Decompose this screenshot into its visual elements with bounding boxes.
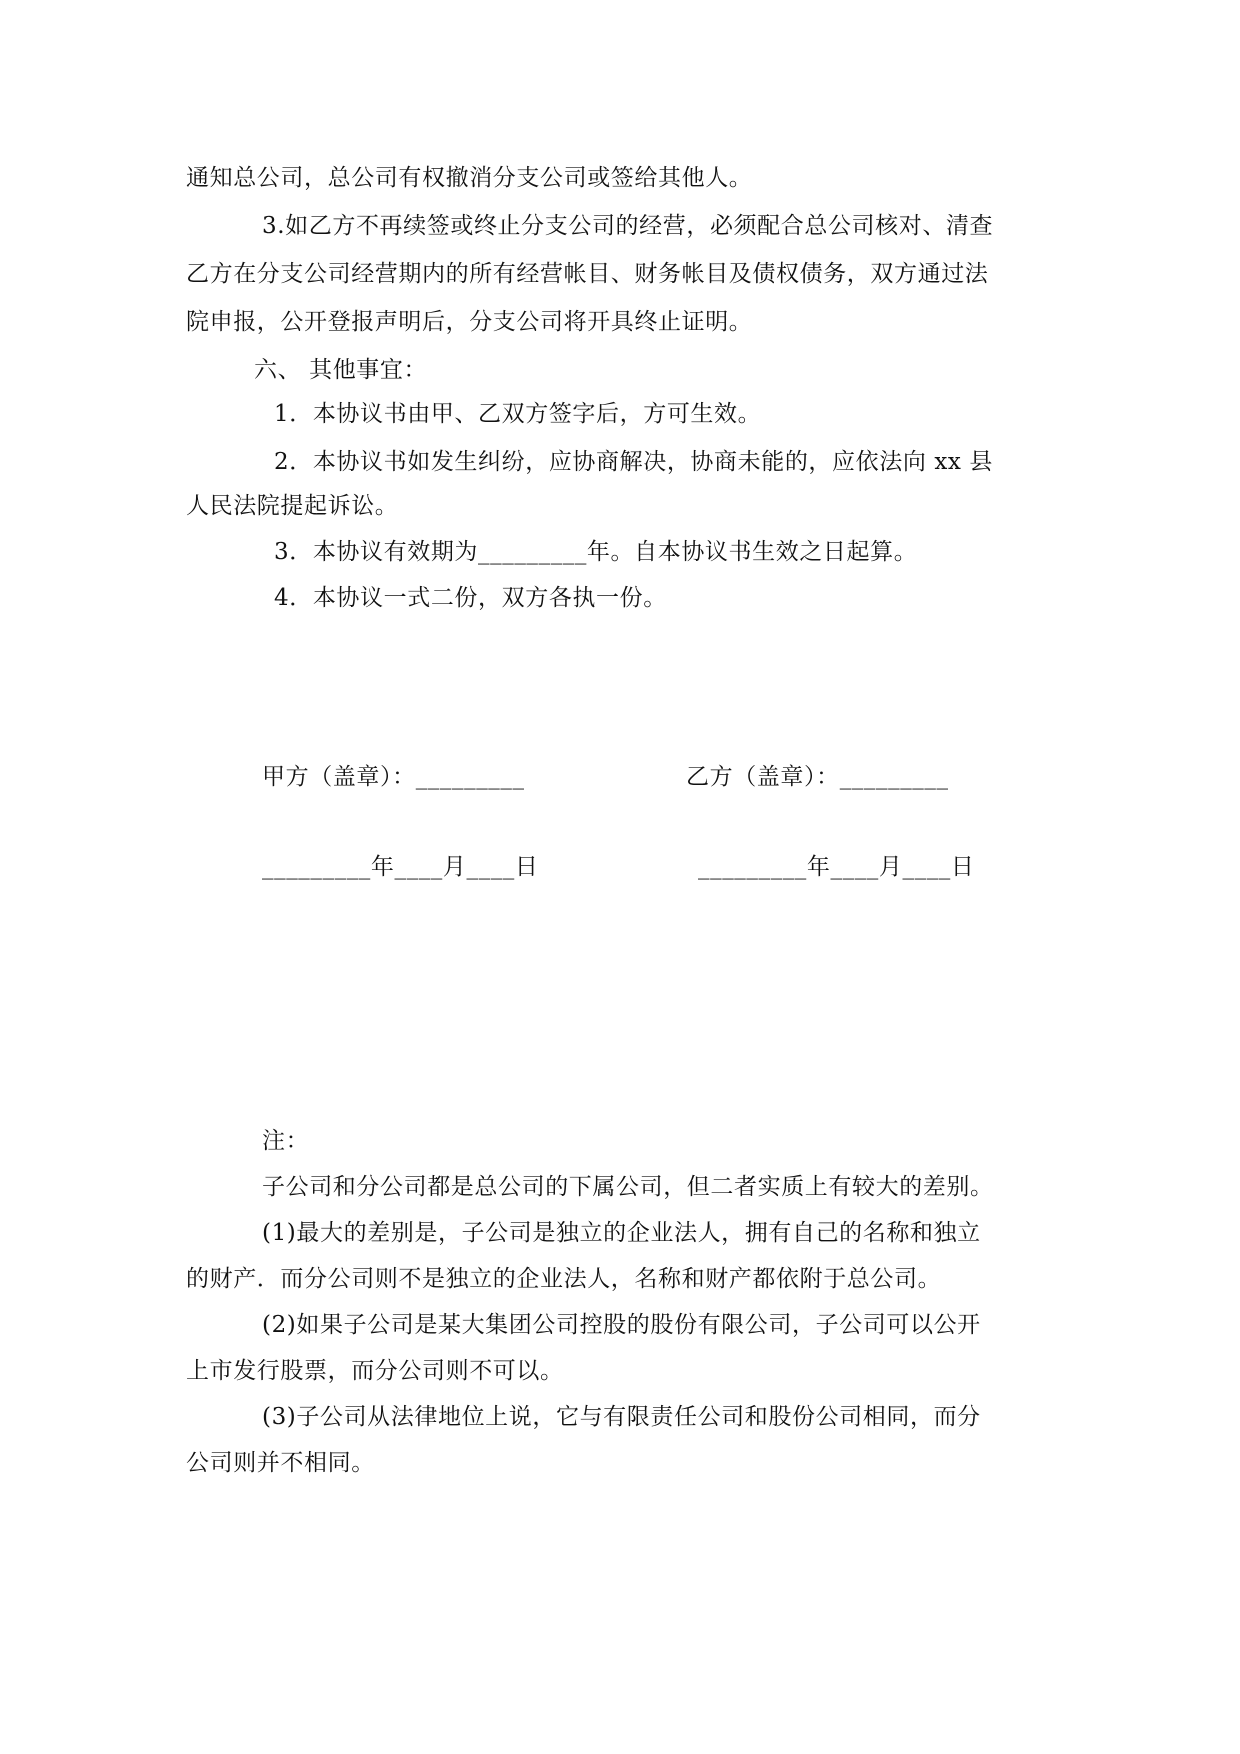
section6-item4: 4．本协议一式二份，双方各执一份。 xyxy=(274,585,667,611)
section6-item2-line2: 人民法院提起诉讼。 xyxy=(186,493,399,519)
party-b-date-line: _________年____月____日 xyxy=(698,854,975,880)
section5-item3-line3: 院申报，公开登报声明后，分支公司将开具终止证明。 xyxy=(186,309,753,335)
note-point2-line2: 上市发行股票，而分公司则不可以。 xyxy=(186,1358,564,1384)
section5-continuation-line: 通知总公司，总公司有权撤消分支公司或签给其他人。 xyxy=(186,165,753,191)
section5-item3-line1: 3.如乙方不再续签或终止分支公司的经营，必须配合总公司核对、清查 xyxy=(262,213,994,239)
section6-item2-line1: 2．本协议书如发生纠纷，应协商解决，协商未能的，应依法向 xx 县 xyxy=(274,449,993,475)
note-point1-line2: 的财产．而分公司则不是独立的企业法人，名称和财产都依附于总公司。 xyxy=(186,1266,942,1292)
note-point2-line1: (2)如果子公司是某大集团公司控股的股份有限公司，子公司可以公开 xyxy=(262,1312,981,1338)
section6-heading: 六、 其他事宜： xyxy=(254,357,428,383)
party-a-date-line: _________年____月____日 xyxy=(262,854,539,880)
party-a-seal-line: 甲方（盖章）：_________ xyxy=(262,764,525,790)
note-point3-line2: 公司则并不相同。 xyxy=(186,1450,375,1476)
note-point3-line1: (3)子公司从法律地位上说，它与有限责任公司和股份公司相同，而分 xyxy=(262,1404,981,1430)
section5-item3-line2: 乙方在分支公司经营期内的所有经营帐目、财务帐目及债权债务，双方通过法 xyxy=(186,261,989,287)
section6-item3: 3．本协议有效期为_________年。自本协议书生效之日起算。 xyxy=(274,539,918,565)
note-intro: 子公司和分公司都是总公司的下属公司，但二者实质上有较大的差别。 xyxy=(262,1174,994,1200)
note-label: 注： xyxy=(262,1128,310,1154)
party-b-seal-line: 乙方（盖章）：_________ xyxy=(686,764,949,790)
note-point1-line1: (1)最大的差别是，子公司是独立的企业法人，拥有自己的名称和独立 xyxy=(262,1220,981,1246)
section6-item1: 1．本协议书由甲、乙双方签字后，方可生效。 xyxy=(274,401,762,427)
